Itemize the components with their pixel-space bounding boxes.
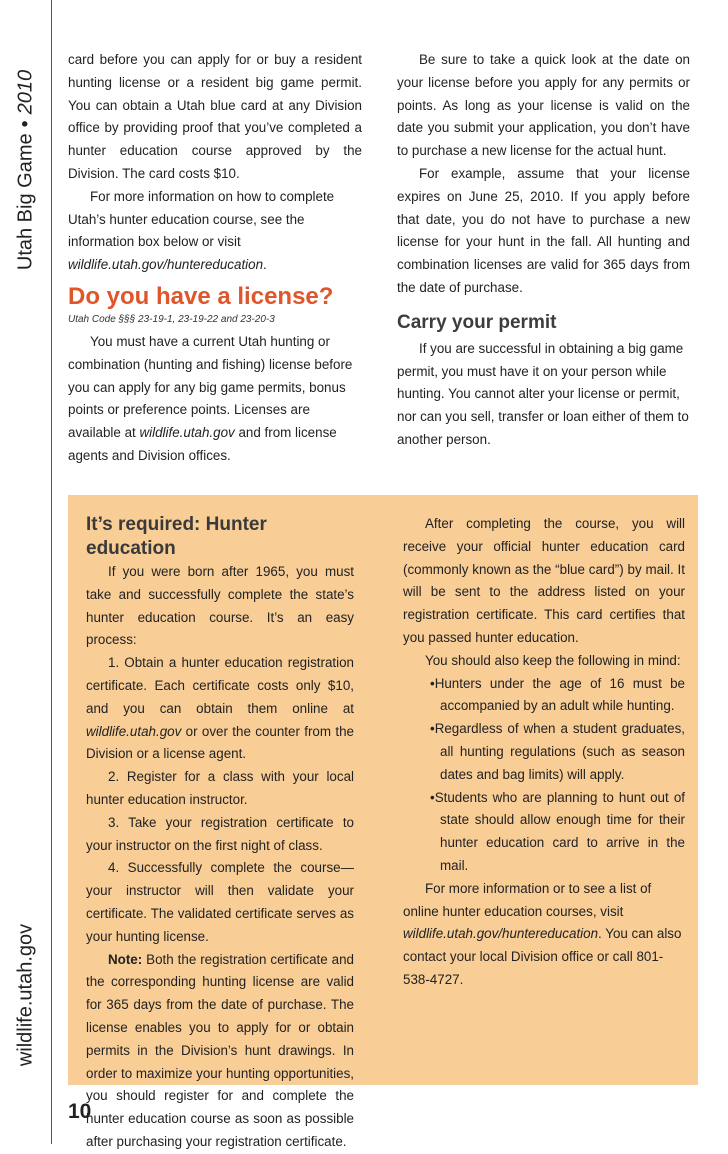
step-1: [86, 652, 354, 766]
keep-in-mind: You should also keep the following in mind:: [425, 652, 681, 668]
page-number: 10: [68, 1100, 92, 1123]
carry-permit-heading: Carry your permit: [397, 311, 557, 333]
utah-code-citation: Utah Code §§§ 23-19-1, 23-19-22 and 23-20-3: [68, 313, 275, 325]
step-2: 2. Register for a class with your local hunter education instructor.: [86, 769, 354, 807]
note-label: Note:: [108, 951, 143, 967]
bullet-item: •Regardless of when a student graduates, all hunting regulations (such as season dates and bag limits) will apply.: [430, 721, 685, 782]
paragraph-text: You must have a current Utah hunting or combination (hunting and fishing) license before you can apply for any big game permits, bonus points or preference points. Licenses are available at: [68, 333, 353, 441]
more-info-paragraph: [403, 878, 685, 992]
box-left-column: [86, 513, 354, 1154]
paragraph: card before you can apply for or buy a resident hunting license or a resident big game permit. You can obtain a Utah blue card at any Division office by providing proof that you’ve completed a hunter education course approved by the Division. The card costs $10.: [68, 52, 362, 181]
paragraph-text: For more information on how to complete Utah’s hunter education course, see the information box below or visit: [68, 188, 335, 250]
step-4: 4. Successfully complete the course—your instructor will then validate your certificate. The validated certificate serves as your hunting license.: [86, 860, 354, 944]
publication-title: Utah Big Game: [14, 133, 37, 271]
title-bullet: •: [14, 120, 37, 128]
website-url: wildlife.utah.gov: [14, 923, 37, 1067]
hunter-education-link: wildlife.utah.gov/huntereducation: [68, 257, 264, 273]
paragraph-end: and from license agents and Division offices.: [68, 425, 337, 463]
paragraph: If you are successful in obtaining a big game permit, you must have it on your person while hunting. You cannot alter your license or permit, nor can you sell, transfer or loan either of them to another person.: [397, 340, 689, 447]
note-paragraph: [86, 949, 354, 1154]
running-title: [15, 70, 38, 270]
wildlife-link: wildlife.utah.gov: [86, 723, 182, 739]
after-course-paragraph: After completing the course, you will receive your official hunter education card (commonly known as the “blue card”) by mail. It will be sent to the address listed on your registration certificate. This card certifies that you passed hunter education.: [403, 516, 685, 645]
step-text: 1. Obtain a hunter education registration certificate. Each certificate costs only $10, and you can obtain them online at: [86, 655, 354, 716]
step-end: or over the counter from the Division or a license agent.: [86, 723, 354, 762]
sidebar: [0, 0, 52, 1144]
paragraph-end: .: [263, 257, 267, 273]
hunter-education-link: wildlife.utah.gov/huntereducation: [403, 926, 599, 942]
bullet-item: •Students who are planning to hunt out of state should allow enough time for their hunter education card to arrive in the mail.: [430, 789, 685, 873]
paragraph: [68, 331, 362, 468]
bullet-item: •Hunters under the age of 16 must be accompanied by an adult while hunting.: [430, 675, 685, 714]
step-3: 3. Take your registration certificate to your instructor on the first night of class.: [86, 814, 354, 853]
box-right-column: [403, 513, 685, 992]
left-column: [68, 49, 362, 468]
paragraph: [68, 186, 362, 277]
wildlife-link: wildlife.utah.gov: [139, 425, 235, 441]
paragraph: If you were born after 1965, you must take and successfully complete the state’s hunter education course. It’s an easy process:: [86, 564, 354, 648]
more-info-end: . You can also contact your local Division office or call 801-538-4727.: [403, 926, 682, 987]
paragraph: For example, assume that your license expires on June 25, 2010. If you apply before that date, you do not have to purchase a new license for your hunt in the fall. All hunting and combination licenses are valid for 365 days from the date of purchase.: [397, 165, 690, 295]
more-info-text: For more information or to see a list of online hunter education courses, visit: [403, 880, 652, 919]
publication-year: 2010: [14, 69, 37, 115]
sidebar-divider: [51, 0, 52, 1144]
right-column: [397, 49, 690, 452]
paragraph: Be sure to take a quick look at the date on your license before you apply for any permits or points. As long as your license is valid on the date you submit your application, you don’t have to purchase a new license for the actual hunt.: [397, 52, 690, 159]
license-heading: Do you have a license?: [68, 282, 334, 310]
note-text: Both the registration certificate and the corresponding hunting license are valid for 365 days from the date of purchase. The license enables you to apply for or obtain permits in the Division’s hunt drawings. In order to maximize your hunting opportunities, you should register for and complete the hunter education course as soon as possible after purchasing your registration certificate.: [86, 951, 354, 1149]
hunter-education-heading: It’s required: Hunter education: [86, 514, 267, 559]
